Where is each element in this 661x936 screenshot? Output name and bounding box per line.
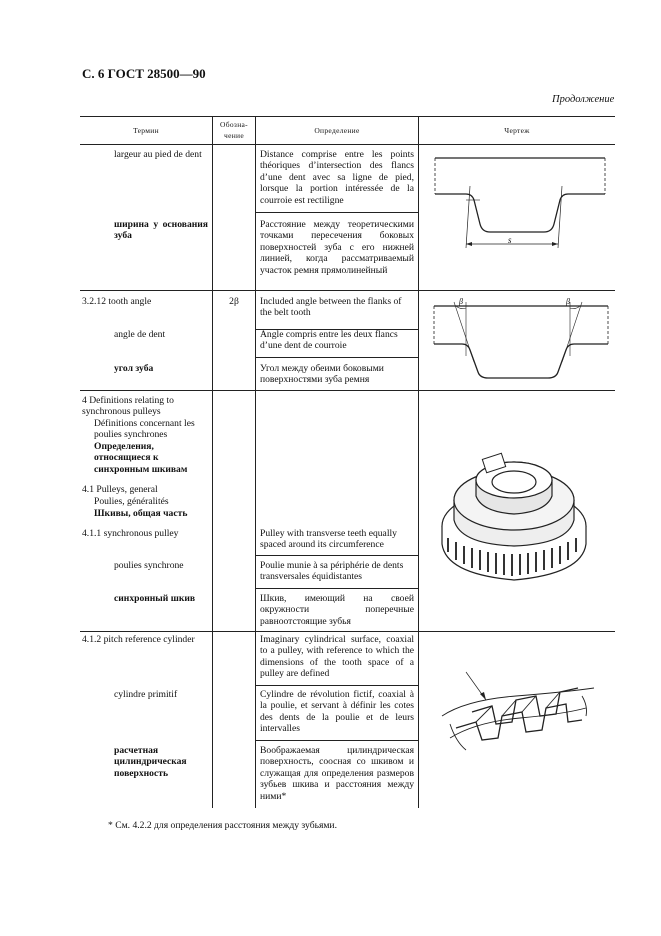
definition-fr: Cylindre de révolution fictif, coaxial à la poulie, et servant à définir les cotes des dents de la poulie et de leurs intervalles [260,689,414,735]
table-header-border [80,144,615,145]
page-header-title: С. 6 ГОСТ 28500—90 [82,66,206,81]
definition-fr: Distance comprise entre les points théoriques d’intersection des flancs d’une dent avec sa ligne de pied, lorsque la portion intéressée de la courroie est rectiligne [260,149,414,206]
footnote: * См. 4.2.2 для определения расстояния между зубьями. [108,820,337,831]
column-divider [418,116,419,808]
term-en: 4.1.2 pitch reference cylinder [82,634,195,645]
dimension-label-s: s [508,235,512,245]
belt-tooth-width-drawing [430,152,610,262]
definition-divider [255,740,418,741]
continuation-label: Продолжение [552,94,615,105]
belt-tooth-angle-drawing [432,296,610,388]
column-header-definition: Определение [314,126,360,135]
subsection-heading-ru: Шкивы, общая часть [94,508,188,519]
table-top-border [80,116,615,117]
section-heading-en: 4 Definitions relating to synchronous pulleys [82,395,174,418]
term-ru: расчетная цилиндрическая поверхность [114,745,187,779]
definition-en: Included angle between the flanks of the belt tooth [260,296,402,319]
row-divider [80,631,615,632]
pitch-reference-cylinder-drawing [436,666,602,762]
angle-label-beta: β [459,297,463,306]
term-ru: угол зуба [114,363,154,374]
definition-divider [255,685,418,686]
definition-divider [255,357,418,358]
angle-label-beta: β [566,297,570,306]
column-divider [255,116,256,808]
term-fr: poulies synchrone [114,560,184,571]
row-divider [80,290,615,291]
definition-divider [255,588,418,589]
column-header-symbol: Обозна- чение [220,120,248,140]
definition-ru: Воображаемая цилиндрическая поверхность, соосная со шкивом и служащая для определения размеров зубьев шкива и расстояния между ними* [260,745,414,802]
column-header-drawing: Чертеж [504,126,530,135]
definition-ru: Шкив, имеющий на своей окружности поперечные равноотстоящие зубья [260,593,414,627]
term-en: 4.1.1 synchronous pulley [82,528,179,539]
column-divider [212,116,213,808]
row-divider [80,390,615,391]
definition-divider [255,212,418,213]
section-heading-ru: Определения, относящиеся к синхронным шкивам [94,441,188,475]
definition-divider [255,555,418,556]
definition-en: Imaginary cylindrical surface, coaxial to a pulley, with reference to which the dimensions of the tooth space of a pulley are defined [260,634,414,680]
column-header-terms: Термин [133,126,159,135]
definition-fr: Angle compris entre les deux flancs d’une dent de courroie [260,329,398,352]
subsection-heading-en: 4.1 Pulleys, general [82,484,158,495]
definition-ru: Угол между обеими боковыми поверхностями зуба ремня [260,363,384,386]
term-ru: синхронный шкив [114,593,196,604]
definition-fr: Poulie munie à sa périphérie de dents transversales équidistantes [260,560,404,583]
term-fr: largeur au pied de dent [114,149,202,160]
section-heading-fr: Définitions concernant les poulies synchrones [94,418,195,441]
definition-en: Pulley with transverse teeth equally spaced around its circumference [260,528,397,551]
term-ru: ширина у основания зуба [114,219,208,242]
definition-ru: Расстояние между теоретическими точками пересечения боковых поверхностей зуба с его нижней линией, когда рассматриваемый участок ремня прямолинейный [260,219,414,276]
term-fr: angle de dent [114,329,166,340]
subsection-heading-fr: Poulies, généralités [94,496,169,507]
term-fr: cylindre primitif [114,689,178,700]
symbol-2beta: 2β [229,296,239,307]
synchronous-pulley-drawing [436,440,592,586]
term-en: 3.2.12 tooth angle [82,296,152,307]
